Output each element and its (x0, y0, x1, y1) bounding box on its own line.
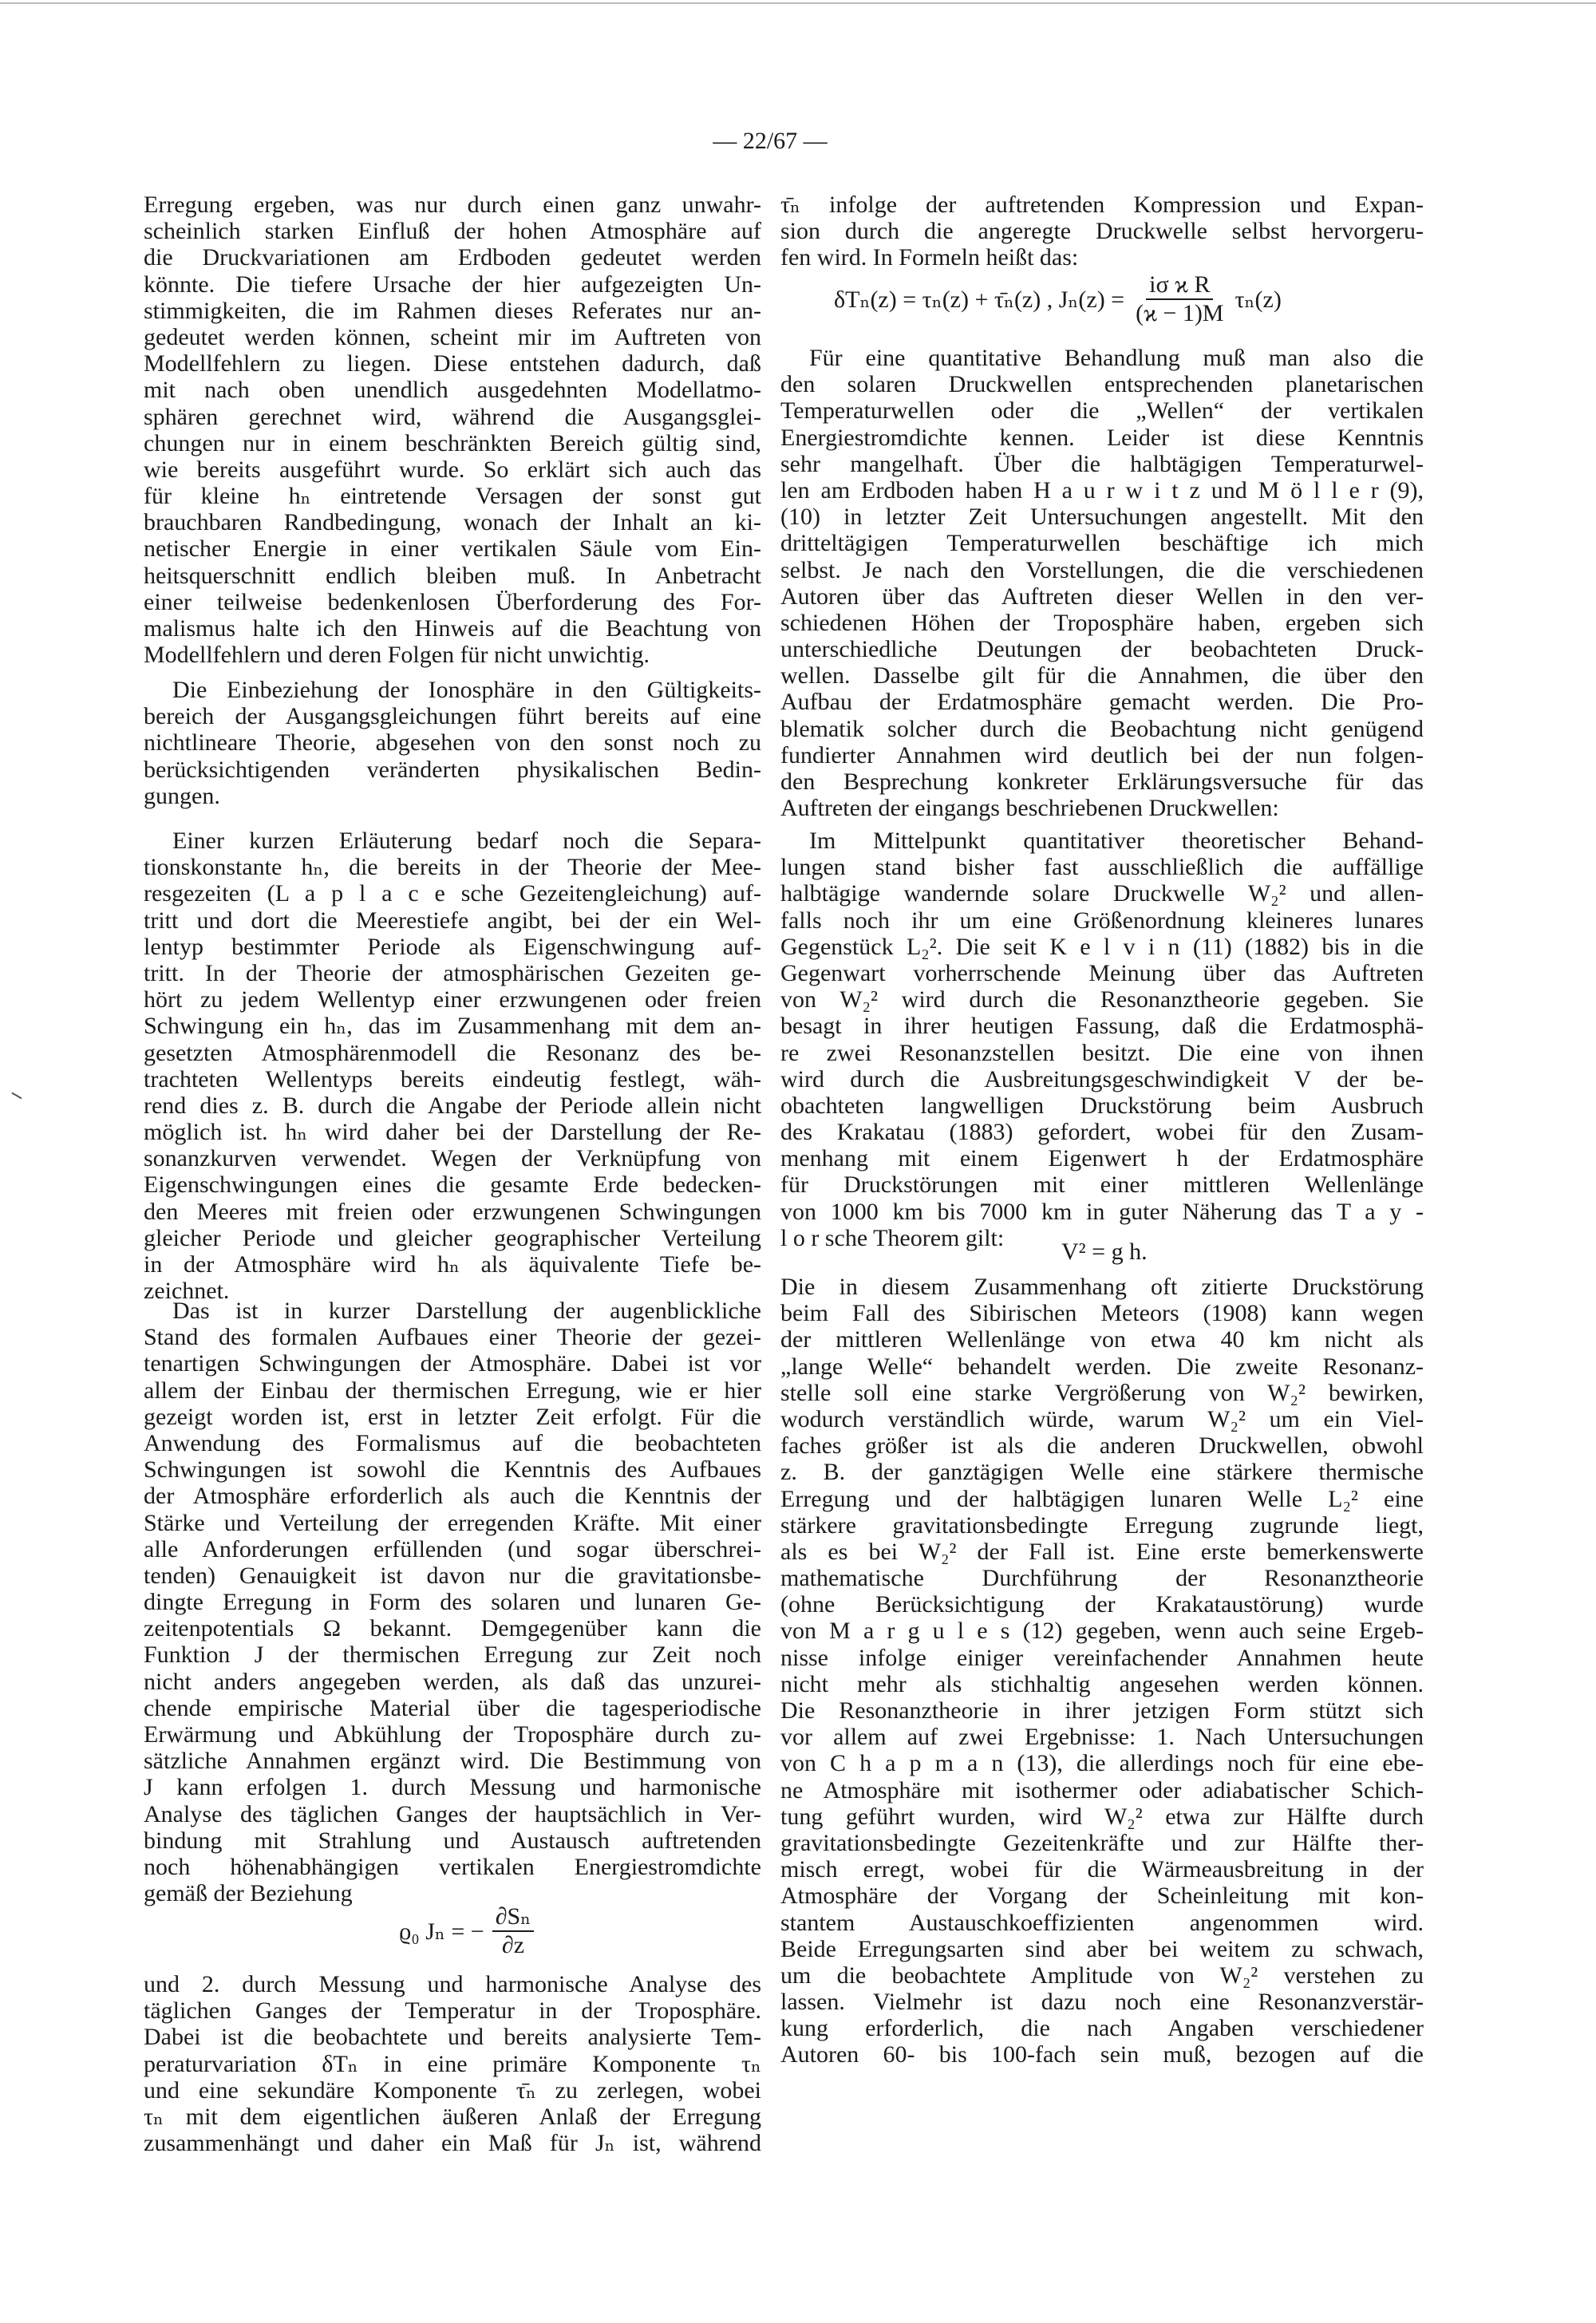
text-line: Die in diesem Zusammenhang oft zitierte Druckstörung (780, 1274, 1424, 1300)
text-line: sätzliche Annahmen ergänzt wird. Die Bestimmung von (144, 1748, 761, 1775)
text-line: fundierter Annahmen wird deutlich bei der nun folgen- (780, 741, 1424, 768)
text-line: in der Atmosphäre wird hₙ als äquivalente Tiefe be- (144, 1251, 761, 1278)
text-line: trachteten Wellentyps bereits eindeutig festlegt, wäh- (144, 1065, 761, 1092)
text-line: schiedenen Höhen der Troposphäre haben, ergeben sich (780, 609, 1424, 636)
text-line: Für eine quantitative Behandlung muß man also die (809, 345, 1424, 371)
scan-border (0, 2, 1596, 4)
text-line: tenden) Genauigkeit ist davon nur die gravitationsbe- (144, 1562, 761, 1589)
text-line: zeitenpotentials Ω bekannt. Demgegenüber kann die (144, 1615, 761, 1642)
text-line: misch erregt, wobei für die Wärmeausbreitung in der (780, 1856, 1424, 1883)
text-line: nichtlineare Theorie, abgesehen von den sonst noch zu (144, 729, 761, 757)
text-line: Erregung ergeben, was nur durch einen ganz unwahr- (144, 192, 761, 218)
text-line: alle Anforderungen erfüllenden (und sogar überschrei- (144, 1535, 761, 1562)
left-paragraph-2 (144, 677, 761, 809)
text-line: mit nach oben unendlich ausgedehnten Modellatmo- (144, 377, 761, 404)
fraction (1132, 271, 1227, 327)
text-line: wird durch die Ausbreitungsgeschwindigkeit V der be- (780, 1065, 1424, 1092)
text-line: allem der Einbau der thermischen Erregung, wie er hier (144, 1377, 761, 1404)
text-line: gravitationsbedingte Gezeitenkräfte und zur Hälfte ther- (780, 1829, 1424, 1856)
text-line: noch höhenabhängigen vertikalen Energiestromdichte (144, 1853, 761, 1880)
formula-taylor: V² = g h. (1061, 1239, 1148, 1265)
text-line: sonanzkurven verwendet. Wegen der Verknüpfung von (144, 1145, 761, 1172)
text-line: tritt und dort die Meerestiefe angibt, bei der ein Wel- (144, 907, 761, 934)
text-line: stimmigkeiten, die im Rahmen dieses Referates nur an- (144, 297, 761, 324)
text-line: die Druckvariationen am Erdboden gedeutet werden (144, 244, 761, 271)
right-paragraph-1 (780, 192, 1424, 271)
text-line: z. B. der ganztägigen Welle eine stärkere thermische (780, 1459, 1424, 1486)
text-line: Schwingung ein hₙ, das im Zusammenhang mit dem an- (144, 1013, 761, 1040)
text-line: Erwärmung und Abkühlung der Troposphäre durch zu- (144, 1721, 761, 1748)
text-line: und eine sekundäre Komponente τ̄ₙ zu zerlegen, wobei (144, 2076, 761, 2104)
text-line: (ohne Berücksichtigung der Krakataustörung) wurde (780, 1591, 1424, 1618)
text-line: nisse infolge einiger vereinfachender Annahmen heute (780, 1644, 1424, 1671)
text-line: Funktion J der thermischen Erregung zur Zeit noch (144, 1642, 761, 1669)
text-line: dingte Erregung in Form des solaren und lunaren Ge- (144, 1589, 761, 1616)
text-line: gungen. (144, 782, 220, 809)
formula-temperature (834, 271, 1282, 327)
text-line: Anwendung des Formalismus auf die beobachteten (144, 1429, 761, 1456)
right-paragraph-2 (780, 345, 1424, 821)
text-line: gemäß der Beziehung (144, 1880, 353, 1907)
text-line: len am Erdboden haben H a u r w i t z und M ö l l e r (9), (780, 476, 1424, 504)
denominator: (ϰ − 1)M (1136, 300, 1224, 326)
text-line: sphären gerechnet wird, während die Ausgangsglei- (144, 403, 761, 430)
text-line: blematik solcher durch die Beobachtung nicht genügend (780, 715, 1424, 742)
text-line: beim Fall des Sibirischen Meteors (1908) kann wegen (780, 1300, 1424, 1327)
text-line: um die beobachtete Amplitude von W₂² verstehen zu (780, 1962, 1424, 1989)
text-line: einer teilweise bedenkenlosen Überforderung des For- (144, 588, 761, 615)
text-line: täglichen Ganges der Temperatur in der Troposphäre. (144, 1997, 761, 2025)
text-line: Modellfehlern zu liegen. Diese entstehen dadurch, daß (144, 350, 761, 377)
text-line: Schwingungen ist sowohl die Kenntnis des Aufbaues (144, 1456, 761, 1483)
formula-rhs: τₙ(z) (1235, 286, 1282, 313)
numerator: ∂Sₙ (492, 1903, 535, 1932)
text-line: faches größer ist als die anderen Druckwellen, obwohl (780, 1432, 1424, 1460)
text-line: mathematische Durchführung der Resonanztheorie (780, 1565, 1424, 1592)
text-line: τₙ mit dem eigentlichen äußeren Anlaß der Erregung (144, 2103, 761, 2130)
text-line: Die Einbeziehung der Ionosphäre in den Gültigkeits- (172, 677, 761, 703)
text-line: lungen stand bisher fast ausschließlich die auffällige (780, 854, 1424, 881)
text-line: hört zu jedem Wellentyp einer erzwungenen oder freien (144, 986, 761, 1013)
text-line: ne Atmosphäre mit isothermer oder adiabatischer Schich- (780, 1776, 1424, 1803)
right-paragraph-4 (780, 1274, 1424, 2068)
text-line: menhang mit einem Eigenwert h der Erdatmosphäre (780, 1145, 1424, 1172)
numerator: iσ ϰ R (1146, 271, 1213, 300)
text-line: als es bei W₂² der Fall ist. Eine erste bemerkenswerte (780, 1538, 1424, 1565)
text-line: l o r sche Theorem gilt: (780, 1224, 1005, 1251)
text-line: tritt. In der Theorie der atmosphärischen Gezeiten ge- (144, 959, 761, 986)
text-line: Beide Erregungsarten sind aber bei weitem zu schwach, (780, 1935, 1424, 1962)
text-line: Stärke und Verteilung der erregenden Kräfte. Mit einer (144, 1509, 761, 1536)
text-line: für Druckstörungen mit einer mittleren Wellenlänge (780, 1171, 1424, 1199)
text-line: Erregung und der halbtägigen lunaren Welle L₂² eine (780, 1485, 1424, 1512)
text-line: Dabei ist die beobachtete und bereits analysierte Tem- (144, 2024, 761, 2051)
text-line: tionskonstante hₙ, die bereits in der Theorie der Mee- (144, 854, 761, 881)
text-line: chungen nur in einem beschränkten Bereich gültig sind, (144, 429, 761, 456)
text-line: gedeutet werden können, scheint mir im Auftreten von (144, 323, 761, 350)
fraction (492, 1903, 535, 1959)
text-line: netischer Energie in einer vertikalen Säule vom Ein- (144, 535, 761, 563)
text-line: J kann erfolgen 1. durch Messung und harmonische (144, 1774, 761, 1801)
text-line: τ̄ₙ infolge der auftretenden Kompression und Expan- (780, 192, 1424, 218)
text-line: Auftreten der eingangs beschriebenen Druckwellen: (780, 795, 1279, 822)
left-paragraph-3 (144, 828, 761, 1304)
text-line: Stand des formalen Aufbaues einer Theorie der gezei- (144, 1324, 761, 1351)
text-line: gezeigt worden ist, erst in letzter Zeit erfolgt. Für die (144, 1403, 761, 1430)
text-line: sehr mangelhaft. Über die halbtägigen Temperaturwel- (780, 450, 1424, 477)
text-line: tenartigen Schwingungen der Atmosphäre. Dabei ist vor (144, 1350, 761, 1377)
right-paragraph-3 (780, 828, 1424, 1251)
page-number: — 22/67 — (713, 128, 828, 154)
text-line: nicht mehr als stichhaltig angesehen werden können. (780, 1670, 1424, 1697)
text-line: Autoren 60- bis 100-fach sein muß, bezogen auf die (780, 2041, 1424, 2068)
text-line: von M a r g u l e s (12) gegeben, wenn auch seine Ergeb- (780, 1618, 1424, 1645)
text-line: berücksichtigenden veränderten physikalischen Bedin- (144, 756, 761, 783)
text-line: bereich der Ausgangsgleichungen führt bereits auf eine (144, 703, 761, 730)
text-line: Autoren über das Auftreten dieser Wellen in den ver- (780, 583, 1424, 610)
text-line: von W₂² wird durch die Resonanztheorie gegeben. Sie (780, 986, 1424, 1013)
text-line: falls noch ihr um eine Größenordnung kleineres lunares (780, 907, 1424, 934)
text-line: resgezeiten (L a p l a c e sche Gezeitengleichung) auf- (144, 880, 761, 907)
left-paragraph-4 (144, 1298, 761, 1906)
margin-mark (11, 1092, 22, 1100)
text-line: den Meeres mit freien oder erzwungenen Schwingungen (144, 1198, 761, 1225)
text-line: sion durch die angeregte Druckwelle selbst hervorgeru- (780, 218, 1424, 245)
text-line: Gegenstück L₂². Die seit K e l v i n (11) (1882) bis in die (780, 933, 1424, 960)
text-line: fen wird. In Formeln heißt das: (780, 244, 1079, 271)
text-line: Analyse des täglichen Ganges der hauptsächlich in Ver- (144, 1800, 761, 1827)
denominator: ∂z (501, 1932, 525, 1958)
text-line: besagt in ihrer heutigen Fassung, daß die Erdatmosphä- (780, 1013, 1424, 1040)
text-line: Eigenschwingungen eines die gesamte Erde bedecken- (144, 1171, 761, 1199)
text-line: bindung mit Strahlung und Austausch auftretenden (144, 1827, 761, 1854)
text-line: (10) in letzter Zeit Untersuchungen angestellt. Mit den (780, 504, 1424, 531)
text-line: und 2. durch Messung und harmonische Analyse des (144, 1971, 761, 1997)
text-line: wie bereits ausgeführt wurde. So erklärt sich auch das (144, 456, 761, 483)
text-line: den Besprechung konkreter Erklärungsversuche für das (780, 768, 1424, 795)
text-line: den solaren Druckwellen entsprechenden planetarischen (780, 371, 1424, 398)
text-line: malismus halte ich den Hinweis auf die Beachtung von (144, 615, 761, 642)
text-line: halbtägige wandernde solare Druckwelle W₂² und allen- (780, 880, 1424, 907)
text-line: gesetzten Atmosphärenmodell die Resonanz des be- (144, 1039, 761, 1066)
text-line: zeichnet. (144, 1278, 230, 1305)
text-line: peraturvariation δTₙ in eine primäre Komponente τₙ (144, 2050, 761, 2077)
formula-lhs: ϱ₀ Jₙ = − (399, 1918, 484, 1945)
text-line: der mittleren Wellenlänge von etwa 40 km nicht als (780, 1326, 1424, 1353)
text-line: brauchbaren Randbedingung, wonach der Inhalt an ki- (144, 509, 761, 536)
text-line: obachteten langwelligen Druckstörung beim Ausbruch (780, 1092, 1424, 1119)
text-line: des Krakatau (1883) gefordert, wobei für den Zusam- (780, 1119, 1424, 1146)
text-line: heitsquerschnitt endlich bleiben muß. In Anbetracht (144, 562, 761, 589)
text-line: Die Resonanztheorie in ihrer jetzigen Form stützt sich (780, 1697, 1424, 1724)
text-line: wellen. Dasselbe gilt für die Annahmen, die über den (780, 662, 1424, 689)
text-line: „lange Welle“ behandelt werden. Die zweite Resonanz- (780, 1353, 1424, 1380)
text-line: lentyp bestimmter Periode als Eigenschwingung auf- (144, 933, 761, 960)
text-line: nicht anders angegeben werden, als daß das unzurei- (144, 1668, 761, 1695)
text-line: stelle soll eine starke Vergrößerung von W₂² bewirken, (780, 1379, 1424, 1406)
text-line: re zwei Resonanzstellen besitzt. Die eine von ihnen (780, 1039, 1424, 1066)
text-line: Gegenwart vorherrschende Meinung über das Auftreten (780, 959, 1424, 986)
formula-lhs: δTₙ(z) = τₙ(z) + τ̄ₙ(z) , Jₙ(z) = (834, 286, 1125, 313)
text-line: dritteltägigen Temperaturwellen beschäftige ich mich (780, 530, 1424, 557)
text-line: Atmosphäre der Vorgang der Scheinleitung mit kon- (780, 1882, 1424, 1910)
text-line: stantem Austauschkoeffizienten angenommen wird. (780, 1909, 1424, 1936)
text-line: rend dies z. B. durch die Angabe der Periode allein nicht (144, 1092, 761, 1119)
text-line: möglich ist. hₙ wird daher bei der Darstellung der Re- (144, 1119, 761, 1146)
text-line: kung erforderlich, die nach Angaben verschiedener (780, 2015, 1424, 2042)
text-line: Energiestromdichte kennen. Leider ist diese Kenntnis (780, 424, 1424, 451)
text-line: tung geführt wurden, wird W₂² etwa zur Hälfte durch (780, 1803, 1424, 1830)
left-paragraph-1 (144, 192, 761, 668)
text-line: scheinlich starken Einfluß der hohen Atmosphäre auf (144, 218, 761, 245)
formula-energy-flux (399, 1903, 534, 1959)
text-line: gleicher Periode und gleicher geographischer Verteilung (144, 1224, 761, 1251)
text-line: selbst. Je nach den Vorstellungen, die die verschiedenen (780, 556, 1424, 583)
text-line: Aufbau der Erdatmosphäre gemacht werden. Die Pro- (780, 689, 1424, 716)
text-line: Im Mittelpunkt quantitativer theoretischer Behand- (809, 828, 1424, 854)
text-line: wodurch verständlich würde, warum W₂² um ein Viel- (780, 1405, 1424, 1432)
text-line: vor allem auf zwei Ergebnisse: 1. Nach Untersuchungen (780, 1724, 1424, 1751)
text-line: von 1000 km bis 7000 km in guter Näherung das T a y - (780, 1198, 1424, 1225)
left-paragraph-5 (144, 1971, 761, 2156)
text-line: für kleine hₙ eintretende Versagen der sonst gut (144, 483, 761, 510)
text-line: unterschiedliche Deutungen der beobachteten Druck- (780, 636, 1424, 663)
text-line: der Atmosphäre erforderlich als auch die Kenntnis der (144, 1483, 761, 1510)
text-line: von C h a p m a n (13), die allerdings noch für eine ebe- (780, 1750, 1424, 1777)
text-line: stärkere gravitationsbedingte Erregung zugrunde liegt, (780, 1511, 1424, 1539)
text-line: chende empirische Material über die tagesperiodische (144, 1694, 761, 1721)
text-line: könnte. Die tiefere Ursache der hier aufgezeigten Un- (144, 271, 761, 298)
text-line: Modellfehlern und deren Folgen für nicht unwichtig. (144, 642, 650, 669)
text-line: lassen. Vielmehr ist dazu noch eine Resonanzverstär- (780, 1989, 1424, 2016)
text-line: zusammenhängt und daher ein Maß für Jₙ ist, während (144, 2130, 761, 2157)
text-line: Das ist in kurzer Darstellung der augenblickliche (172, 1298, 761, 1324)
text-line: Temperaturwellen oder die „Wellen“ der vertikalen (780, 397, 1424, 425)
text-line: Einer kurzen Erläuterung bedarf noch die Separa- (172, 828, 761, 854)
